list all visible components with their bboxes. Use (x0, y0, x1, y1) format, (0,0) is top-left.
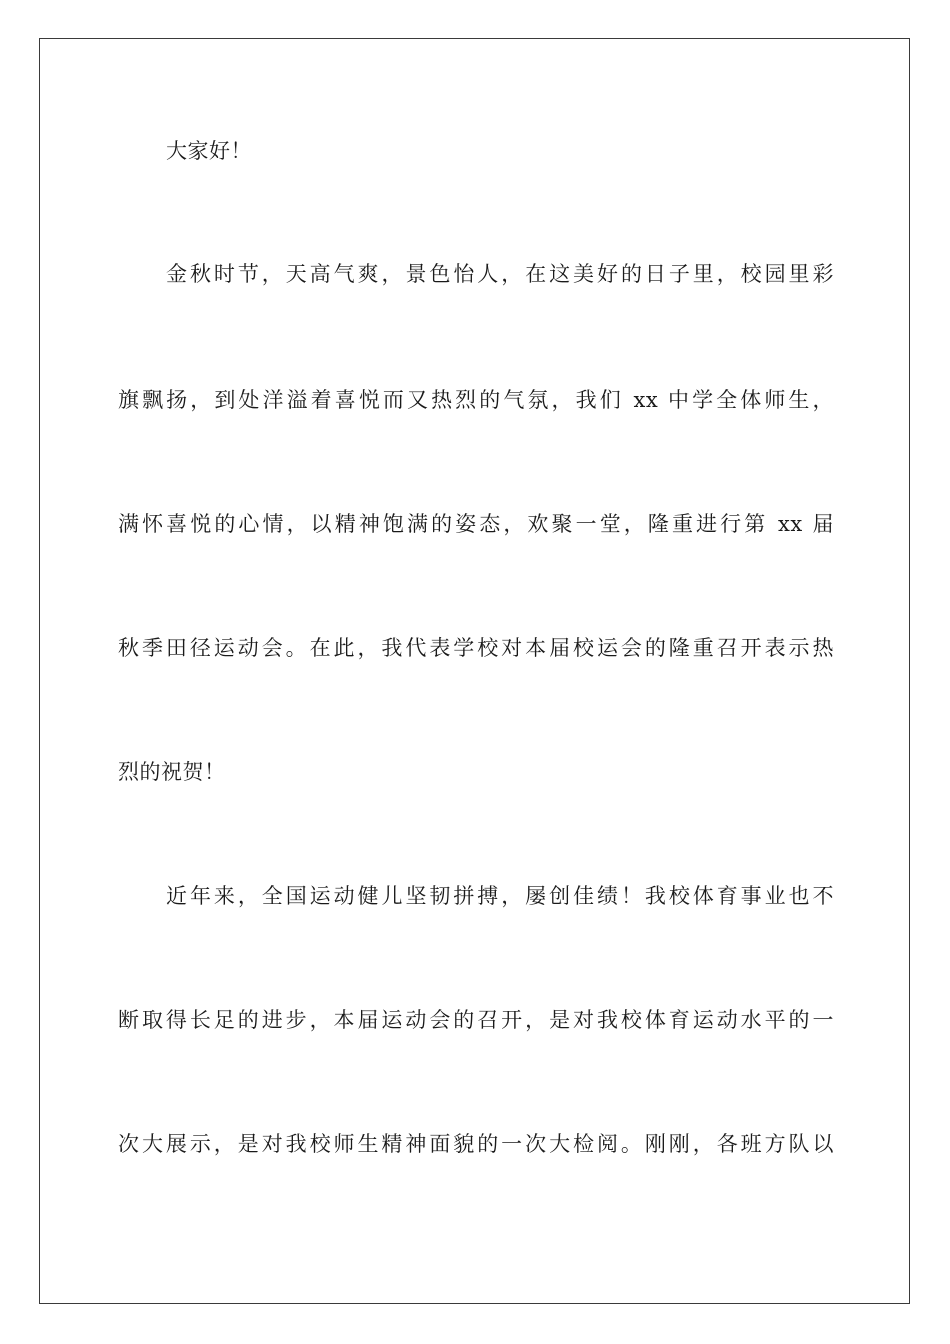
paragraph-2-line-2: 断取得长足的进步，本届运动会的召开，是对我校体育运动水平的一 (118, 1008, 834, 1032)
paragraph-1-line-5: 烈的祝贺！ (118, 760, 226, 784)
paragraph-1-line-2: 旗飘扬，到处洋溢着喜悦而又热烈的气氛，我们 xx 中学全体师生， (118, 388, 834, 412)
paragraph-1-line-4: 秋季田径运动会。在此，我代表学校对本届校运会的隆重召开表示热 (118, 636, 834, 660)
paragraph-2-line-3: 次大展示，是对我校师生精神面貌的一次大检阅。刚刚，各班方队以 (118, 1132, 834, 1156)
paragraph-1-line-3: 满怀喜悦的心情，以精神饱满的姿态，欢聚一堂，隆重进行第 xx 届 (118, 512, 834, 536)
paragraph-2-line-1: 近年来，全国运动健儿坚韧拼搏，屡创佳绩！我校体育事业也不 (166, 884, 834, 908)
greeting-line: 大家好！ (166, 139, 252, 163)
page-border (39, 38, 910, 1304)
paragraph-1-line-1: 金秋时节，天高气爽，景色怡人，在这美好的日子里，校园里彩 (166, 262, 834, 286)
